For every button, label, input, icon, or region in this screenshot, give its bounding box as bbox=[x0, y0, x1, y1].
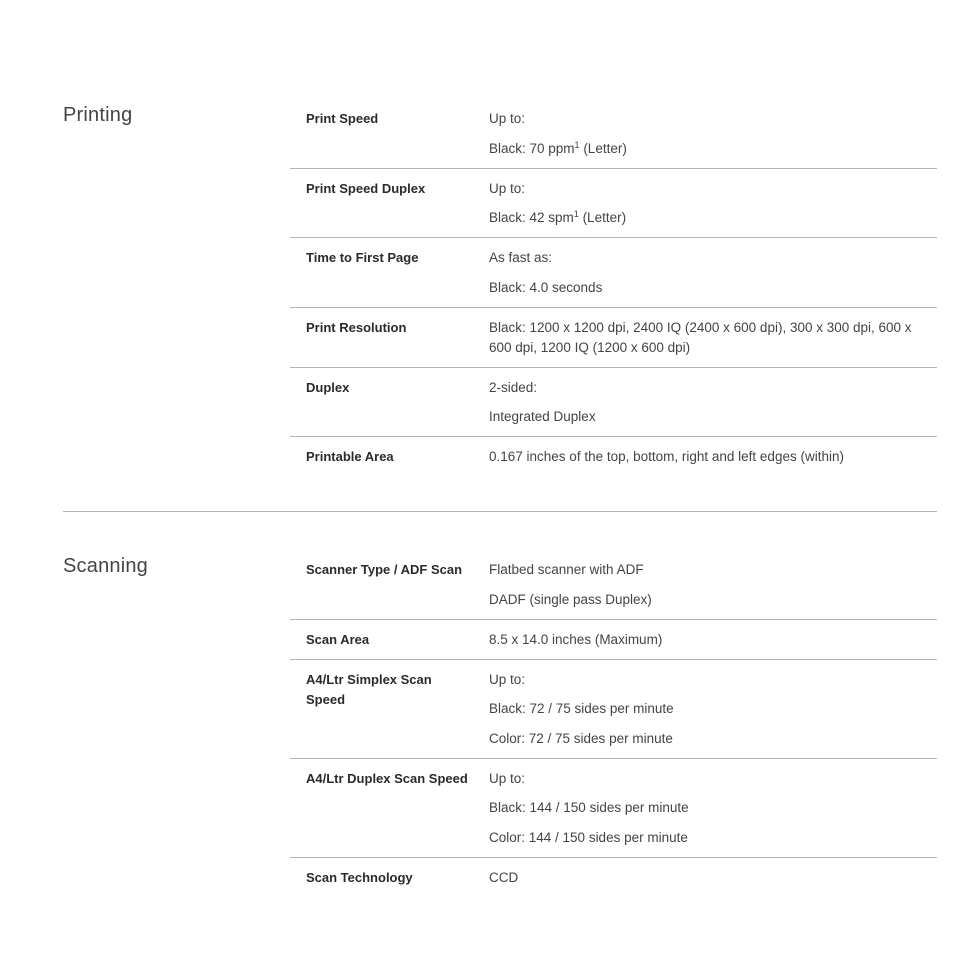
spec-label: Time to First Page bbox=[306, 250, 419, 265]
spec-label: Print Resolution bbox=[306, 319, 407, 335]
spec-values bbox=[489, 179, 937, 229]
spec-value: Up to: bbox=[489, 180, 526, 196]
spec-label: Scan Area bbox=[306, 631, 370, 647]
spec-values bbox=[489, 318, 937, 358]
spec-row bbox=[290, 620, 937, 660]
spec-row bbox=[290, 858, 937, 897]
spec-label: A4/Ltr Duplex Scan Speed bbox=[306, 770, 468, 786]
spec-value: Up to: bbox=[489, 770, 526, 786]
spec-value: Flatbed scanner with ADF bbox=[489, 562, 644, 577]
spec-values bbox=[489, 630, 937, 650]
spec-row bbox=[290, 99, 937, 169]
spec-values bbox=[489, 868, 937, 888]
spec-row bbox=[290, 660, 937, 759]
spec-value: 0.167 inches of the top, bottom, right and left edges (within) bbox=[489, 449, 844, 464]
spec-value: Black: 72 / 75 sides per minute bbox=[489, 701, 674, 716]
spec-value: CCD bbox=[489, 869, 519, 885]
spec-values bbox=[489, 670, 937, 749]
spec-label: Scan Technology bbox=[306, 869, 413, 885]
spec-values bbox=[489, 109, 937, 159]
spec-label: Print Speed bbox=[306, 111, 379, 126]
scanning-spec-table bbox=[290, 550, 937, 897]
spec-row bbox=[290, 238, 937, 308]
spec-values bbox=[489, 378, 937, 428]
spec-value: 2-sided: bbox=[489, 379, 538, 395]
spec-row bbox=[290, 308, 937, 368]
printing-title: Printing bbox=[63, 104, 133, 126]
spec-value: As fast as: bbox=[489, 250, 553, 265]
spec-row bbox=[290, 169, 937, 239]
spec-label: A4/Ltr Simplex Scan Speed bbox=[306, 671, 432, 707]
spec-value: Black: 42 spm$^1$ (Letter) bbox=[489, 209, 627, 225]
spec-values bbox=[489, 248, 937, 298]
spec-label: Printable Area bbox=[306, 449, 394, 464]
spec-value: DADF (single pass Duplex) bbox=[489, 591, 652, 607]
scanning-title: Scanning bbox=[63, 555, 148, 577]
printing-spec-table bbox=[290, 99, 937, 476]
spec-value: Black: 1200 x 1200 dpi, 2400 IQ (2400 x 600 dpi), 300 x 300 dpi, 600 x 600 dpi, 1200 IQ (1200 x 600 dpi) bbox=[489, 319, 912, 355]
footnote-marker: 1 bbox=[573, 209, 579, 219]
spec-values bbox=[489, 447, 937, 467]
spec-row bbox=[290, 368, 937, 438]
spec-value: 8.5 x 14.0 inches (Maximum) bbox=[489, 631, 663, 647]
spec-value: Black: 70 ppm$^1$ (Letter) bbox=[489, 139, 627, 156]
footnote-marker: 1 bbox=[574, 139, 580, 150]
spec-row bbox=[290, 437, 937, 476]
spec-value: Integrated Duplex bbox=[489, 409, 596, 424]
spec-value: Up to: bbox=[489, 671, 526, 687]
spec-row bbox=[290, 550, 937, 620]
spec-row bbox=[290, 759, 937, 858]
spec-value: Black: 4.0 seconds bbox=[489, 279, 603, 295]
spec-value: Color: 144 / 150 sides per minute bbox=[489, 829, 688, 845]
section-divider bbox=[63, 511, 937, 512]
spec-label: Scanner Type / ADF Scan bbox=[306, 562, 463, 577]
spec-value: Color: 72 / 75 sides per minute bbox=[489, 730, 673, 746]
spec-value: Up to: bbox=[489, 111, 526, 126]
spec-label: Print Speed Duplex bbox=[306, 180, 426, 196]
spec-values bbox=[489, 560, 937, 610]
spec-values bbox=[489, 769, 937, 848]
spec-value: Black: 144 / 150 sides per minute bbox=[489, 800, 689, 815]
spec-label: Duplex bbox=[306, 379, 350, 395]
